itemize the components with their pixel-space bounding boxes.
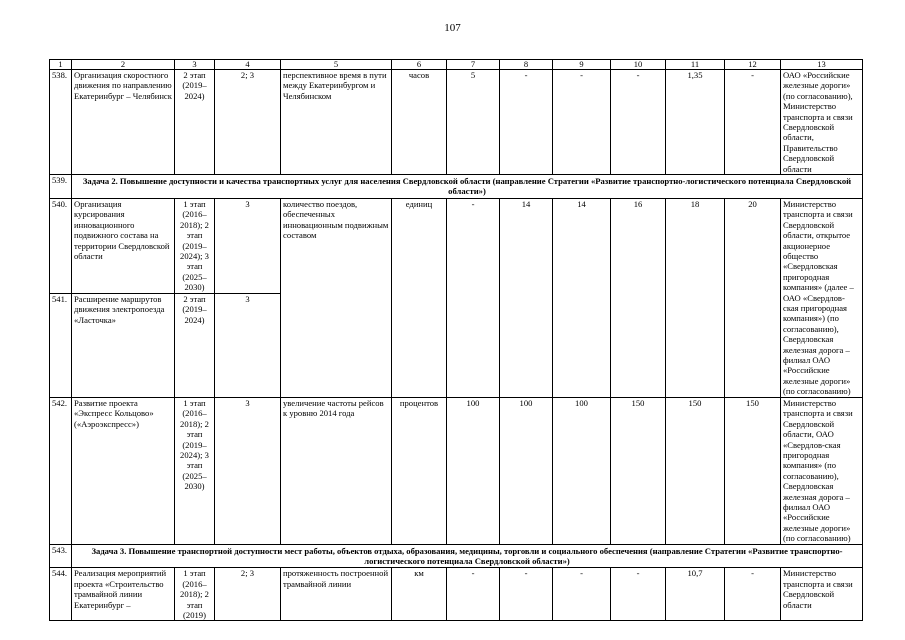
row-number: 539. [50, 175, 72, 199]
indicator-cell: протяженность построенной трамвайной линии [281, 568, 392, 621]
value-cell: - [447, 198, 500, 397]
value-cell: - [500, 70, 553, 175]
goal-cell: 3 [215, 397, 281, 544]
value-cell: 100 [500, 397, 553, 544]
goal-cell: 2; 3 [215, 70, 281, 175]
value-cell: 150 [725, 397, 781, 544]
column-header: 5 [281, 60, 392, 70]
unit-cell: единиц [392, 198, 447, 397]
table-row [50, 175, 863, 199]
row-number: 538. [50, 70, 72, 175]
table-row [50, 568, 863, 621]
value-cell: 10,7 [666, 568, 725, 621]
value-cell: 20 [725, 198, 781, 397]
unit-cell: процентов [392, 397, 447, 544]
executor-cell: Министерство транспорта и связи Свердловской области [781, 568, 863, 621]
row-number: 542. [50, 397, 72, 544]
goal-cell: 2; 3 [215, 568, 281, 621]
table-row [50, 70, 863, 175]
row-number: 541. [50, 293, 72, 397]
value-cell: 150 [611, 397, 666, 544]
column-header: 9 [553, 60, 611, 70]
value-cell: 100 [553, 397, 611, 544]
column-header: 1 [50, 60, 72, 70]
row-number: 543. [50, 544, 72, 568]
goal-cell: 3 [215, 198, 281, 293]
value-cell: 5 [447, 70, 500, 175]
value-cell: 150 [666, 397, 725, 544]
measure-name: Организация скоростного движения по направлению Екатеринбург – Челябинск [72, 70, 175, 175]
value-cell: - [725, 70, 781, 175]
column-header: 2 [72, 60, 175, 70]
indicator-cell: количество поездов, обеспеченных инновационным подвижным составом [281, 198, 392, 397]
measure-name: Реализация мероприятий проекта «Строительство трамвайной линии Екатеринбург – [72, 568, 175, 621]
measure-name: Развитие проекта «Экспресс Кольцово» («Аэроэкспресс») [72, 397, 175, 544]
stage-cell: 1 этап (2016– 2018); 2 этап (2019– 2024); 3 этап (2025– 2030) [175, 397, 215, 544]
column-header: 11 [666, 60, 725, 70]
column-header: 7 [447, 60, 500, 70]
column-header: 6 [392, 60, 447, 70]
stage-cell: 1 этап (2016– 2018); 2 этап (2019– 2024); 3 этап (2025– 2030) [175, 198, 215, 293]
value-cell: - [553, 70, 611, 175]
executor-cell: Министерство транспорта и связи Свердловской области, ОАО «Свердлов-ская пригородная компания» (по согласованию), Свердловская железная дорога – филиал ОАО «Российские железные дороги» (по согласованию) [781, 397, 863, 544]
column-header: 13 [781, 60, 863, 70]
indicator-cell: увеличение частоты рейсов к уровню 2014 года [281, 397, 392, 544]
stage-cell: 2 этап (2019– 2024) [175, 293, 215, 397]
value-cell: - [611, 568, 666, 621]
value-cell: - [553, 568, 611, 621]
value-cell: - [611, 70, 666, 175]
column-header: 4 [215, 60, 281, 70]
value-cell: - [447, 568, 500, 621]
value-cell: - [500, 568, 553, 621]
value-cell: 14 [500, 198, 553, 397]
unit-cell: км [392, 568, 447, 621]
indicator-cell: перспективное время в пути между Екатеринбургом и Челябинском [281, 70, 392, 175]
value-cell: 16 [611, 198, 666, 397]
stage-cell: 2 этап (2019– 2024) [175, 70, 215, 175]
goal-cell: 3 [215, 293, 281, 397]
measure-name: Расширение маршрутов движения электропоезда «Ласточка» [72, 293, 175, 397]
column-header: 8 [500, 60, 553, 70]
page-number: 107 [444, 22, 461, 34]
value-cell: 1,35 [666, 70, 725, 175]
table-row [50, 397, 863, 544]
value-cell: - [725, 568, 781, 621]
column-header: 10 [611, 60, 666, 70]
row-number: 544. [50, 568, 72, 621]
measure-name: Организация курсирования инновационного подвижного состава на территории Свердловской области [72, 198, 175, 293]
value-cell: 14 [553, 198, 611, 397]
executor-cell: ОАО «Российские железные дороги» (по согласованию), Министерство транспорта и связи Свердловской области, Правительство Свердловской области [781, 70, 863, 175]
table-row [50, 198, 863, 293]
value-cell: 18 [666, 198, 725, 397]
task-heading: Задача 3. Повышение транспортной доступности мест работы, объектов отдыха, образования, медицины, торговли и социального обеспечения (направление Стратегии «Развитие транспортно-логистического потенциала Свердловской области») [72, 544, 863, 568]
measures-table [49, 59, 863, 621]
column-header: 12 [725, 60, 781, 70]
task-heading: Задача 2. Повышение доступности и качества транспортных услуг для населения Свердловской области (направление Стратегии «Развитие транспортно-логистического потенциала Свердловской области») [72, 175, 863, 199]
table-row [50, 544, 863, 568]
stage-cell: 1 этап (2016– 2018); 2 этап (2019) [175, 568, 215, 621]
header-row [50, 60, 863, 70]
column-header: 3 [175, 60, 215, 70]
unit-cell: часов [392, 70, 447, 175]
value-cell: 100 [447, 397, 500, 544]
executor-cell: Министерство транспорта и связи Свердловской области, открытое акционерное общество «Свердловская пригородная компания» (далее – ОАО «Свердлов-ская пригородная компания») (по согласованию), Свердловская железная дорога – филиал ОАО «Российские железные дороги» (по согласованию) [781, 198, 863, 397]
row-number: 540. [50, 198, 72, 293]
